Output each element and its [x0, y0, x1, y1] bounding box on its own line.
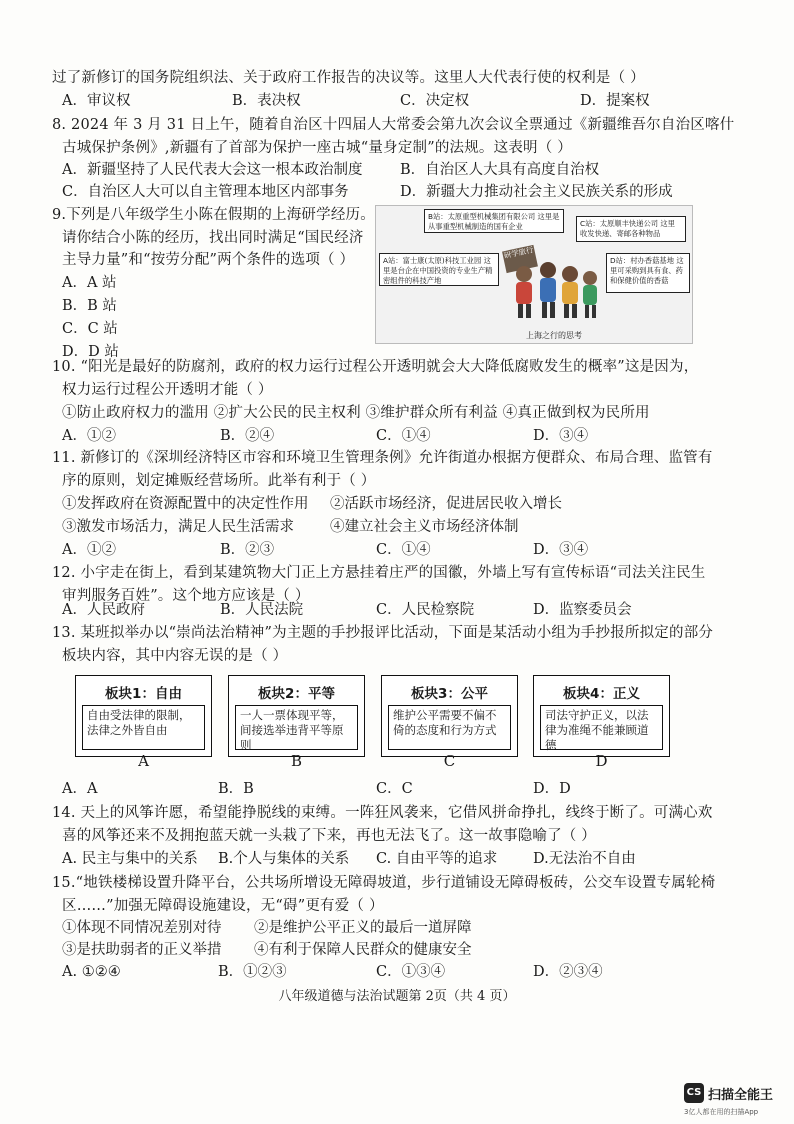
q15-item-4: ④有利于保障人民群众的健康安全	[254, 942, 472, 958]
q13-option-d: D．D	[533, 781, 571, 797]
q14-option-b: B.个人与集体的关系	[218, 851, 350, 867]
q9-option-a: A．A 站	[62, 275, 117, 291]
board-2	[228, 675, 365, 757]
q10-option-d: D．③④	[533, 428, 589, 444]
q7-option-a: A．审议权	[62, 93, 131, 109]
q11-option-a: A．①②	[62, 542, 116, 558]
q10-items: ①防止政府权力的滥用 ②扩大公民的民主权利 ③维护群众所有利益 ④真正做到权为民所用	[62, 405, 650, 421]
q10-stem-line1: 10. “阳光是最好的防腐剂，政府的权力运行过程公开透明就会大大降低腐败发生的概率”这是因为，	[52, 359, 699, 375]
station-b-box: B站：太原重型机械集团有限公司 这里是从事重型机械制造的国有企业	[424, 209, 564, 233]
station-a-box: A站：富士康(太原)科技工业园 这里是台企在中国投资的专业生产精密组件的科技产地	[379, 253, 499, 286]
q14-stem-line1: 14. 天上的风筝许愿，希望能挣脱线的束缚。一阵狂风袭来，它借风拼命挣扎，线终于断了。可满心欢	[52, 805, 713, 821]
board-2-letter: B	[290, 752, 303, 770]
camscanner-logo-icon: CS	[684, 1083, 704, 1103]
q12-option-b: B．人民法院	[220, 602, 304, 618]
figure-caption: 上海之行的思考	[526, 331, 582, 340]
q9-stem-line3: 主导力量”和“按劳分配”两个条件的选项（ ）	[62, 252, 355, 268]
q12-stem-line2: 审判服务百姓”。这个地方应该是（ ）	[62, 588, 310, 604]
q13-option-a: A．A	[62, 781, 98, 797]
watermark-name: 扫描全能王	[708, 1088, 774, 1103]
q8-stem-line1: 8. 2024 年 3 月 31 日上午，随着自治区十四届人大常委会第九次会议全票通过《新疆维吾尔自治区喀什	[52, 117, 735, 133]
q7-stem: 过了新修订的国务院组织法、关于政府工作报告的决议等。这里人大代表行使的权利是（ ）	[52, 70, 645, 86]
q11-item-4: ④建立社会主义市场经济体制	[330, 519, 519, 535]
q12-option-d: D．监察委员会	[533, 602, 632, 618]
q11-item-2: ②活跃市场经济，促进居民收入增长	[330, 496, 562, 512]
q12-stem-line1: 12. 小宇走在街上，看到某建筑物大门正上方悬挂着庄严的国徽，外墙上写有宣传标语“司法关注民生	[52, 565, 706, 581]
q15-option-c: C．①③④	[376, 964, 446, 980]
q11-item-3: ③激发市场活力，满足人民生活需求	[62, 519, 294, 535]
q13-option-c: C．C	[376, 781, 413, 797]
q14-stem-line2: 喜的风筝还来不及拥抱蓝天就一头栽了下来，再也无法飞了。这一故事隐喻了（ ）	[62, 828, 597, 844]
q10-option-a: A．①②	[62, 428, 116, 444]
q10-option-b: B．②④	[220, 428, 275, 444]
watermark-slogan: 3亿人都在用的扫描App	[684, 1108, 759, 1116]
q8-option-c: C．自治区人大可以自主管理本地区内部事务	[62, 184, 349, 200]
station-c-box: C站：太原顺丰快递公司 这里收发快递、寄邮各种物品	[576, 216, 686, 242]
q15-stem-line2: 区……”加强无障碍设施建设，无“碍”更有爱（ ）	[62, 898, 384, 914]
board-1-text: 自由受法律的限制，法律之外皆自由	[82, 705, 205, 750]
q11-option-b: B．②③	[220, 542, 275, 558]
q7-option-c: C．决定权	[400, 93, 470, 109]
q12-option-c: C．人民检察院	[376, 602, 475, 618]
q15-stem-line1: 15.“地铁楼梯设置升降平台，公共场所增设无障碍坡道，步行道铺设无障碍板砖，公交车设置专属轮椅	[52, 875, 716, 891]
board-4-text: 司法守护正义，以法律为准绳不能兼顾道德	[540, 705, 663, 750]
q14-option-d: D.无法治不自由	[533, 851, 636, 867]
board-1	[75, 675, 212, 757]
q13-option-b: B．B	[218, 781, 254, 797]
q15-option-d: D．②③④	[533, 964, 603, 980]
board-3	[381, 675, 518, 757]
station-d-box: D站：村办香菇基地 这里可采购到具有食、药和保健价值的香菇	[606, 253, 690, 293]
q15-item-1: ①体现不同情况差别对待	[62, 920, 222, 936]
q10-option-c: C．①④	[376, 428, 431, 444]
q7-option-d: D．提案权	[580, 93, 650, 109]
q10-stem-line2: 权力运行过程公开透明才能（ ）	[62, 382, 273, 398]
q15-item-3: ③是扶助弱者的正义举措	[62, 942, 222, 958]
board-1-letter: A	[138, 752, 149, 770]
board-3-letter: C	[443, 752, 456, 770]
q8-stem-line2: 古城保护条例》,新疆有了首部为保护一座古城“量身定制”的法规。这表明（ ）	[62, 140, 572, 156]
board-3-text: 维护公平需要不偏不倚的态度和行为方式	[388, 705, 511, 750]
q8-option-d: D．新疆大力推动社会主义民族关系的形成	[400, 184, 673, 200]
q9-option-b: B．B 站	[62, 298, 117, 314]
q13-stem-line2: 板块内容，其中内容无误的是（ ）	[62, 648, 288, 664]
q11-option-d: D．③④	[533, 542, 589, 558]
board-4-title: 板块4：正义	[563, 686, 640, 702]
q13-stem-line1: 13. 某班拟举办以“崇尚法治精神”为主题的手抄报评比活动，下面是某活动小组为手抄报所拟定的部分	[52, 625, 714, 641]
q12-option-a: A．人民政府	[62, 602, 145, 618]
q15-option-b: B．①②③	[218, 964, 287, 980]
q14-option-a: A. 民主与集中的关系	[62, 851, 198, 867]
q9-figure	[375, 205, 693, 344]
study-tour-sign: 研学旅行	[502, 245, 538, 273]
q11-stem-line1: 11. 新修订的《深圳经济特区市容和环境卫生管理条例》允许街道办根据方便群众、布局合理、监管有	[52, 450, 713, 466]
board-2-text: 一人一票体现平等，间接选举违背平等原则	[235, 705, 358, 750]
board-4	[533, 675, 670, 757]
students-illustration	[506, 252, 601, 322]
q11-item-1: ①发挥政府在资源配置中的决定性作用	[62, 496, 309, 512]
q11-option-c: C．①④	[376, 542, 431, 558]
q15-option-a: A. ①②④	[62, 964, 121, 980]
board-3-title: 板块3：公平	[411, 686, 488, 702]
q14-option-c: C. 自由平等的追求	[376, 851, 498, 867]
q9-option-d: D．D 站	[62, 344, 119, 360]
q7-option-b: B．表决权	[232, 93, 301, 109]
q9-stem-line1: 9.下列是八年级学生小陈在假期的上海研学经历。	[52, 207, 375, 223]
q8-option-b: B．自治区人大具有高度自治权	[400, 162, 600, 178]
board-1-title: 板块1：自由	[105, 686, 182, 702]
q15-item-2: ②是维护公平正义的最后一道屏障	[254, 920, 472, 936]
q9-stem-line2: 请你结合小陈的经历，找出同时满足“国民经济	[62, 230, 364, 246]
board-4-letter: D	[595, 752, 608, 770]
board-2-title: 板块2：平等	[258, 686, 335, 702]
q11-stem-line2: 序的原则，划定摊贩经营场所。此举有利于（ ）	[62, 473, 376, 489]
q8-option-a: A．新疆坚持了人民代表大会这一根本政治制度	[62, 162, 363, 178]
q9-option-c: C．C 站	[62, 321, 118, 337]
page-footer: 八年级道德与法治试题第 2页（共 4 页）	[278, 989, 516, 1004]
